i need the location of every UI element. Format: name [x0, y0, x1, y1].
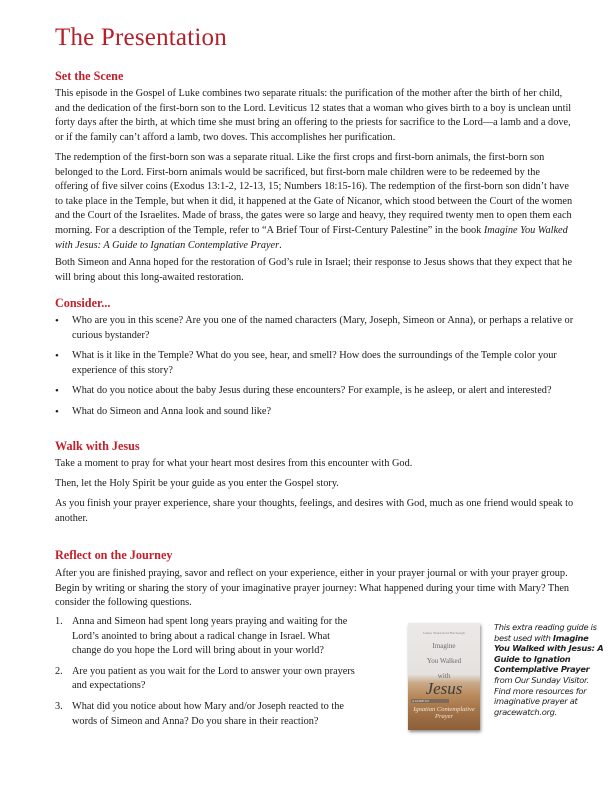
book-caption: [494, 622, 606, 717]
set-scene-paragraph-2-text: The redemption of the first-born son was a separate ritual. Like the first crops and first-born animals, the first-born son belonged to the Lord. First-born animals would be sacrificed, but first-born male children were to be redeemed by the offering of five silver coins (Exodus 13:1-2, 12-13, 15; Numbers 18:15-16). The redemption of the first-born son didn’t have to take place in the Temple, but when it did, it happened at the Gate of Nicanor, which stood between the Court of the women and the Court of the Israelites. Made of brass, the gates were so large and heavy, they required twenty men to open them each morning. For a description of the Temple, refer to “A Brief Tour of First-Century Palestine” in the book: [55, 152, 573, 236]
consider-item: • Who are you in this scene? Are you one of the named characters (Mary, Joseph, Simeon or Anna), or perhaps a relative or curious bystander?: [55, 314, 575, 343]
book-cover-title-line: with: [437, 672, 451, 680]
book-cover-title-big: Jesus: [425, 679, 463, 698]
section-heading-set-the-scene: Set the Scene: [55, 69, 124, 83]
walk-paragraph-1: Take a moment to pray for what your heart most desires from this encounter with God.: [55, 458, 413, 469]
question-number: 2.: [55, 665, 63, 677]
section-heading-consider: Consider...: [55, 296, 111, 310]
section-heading-walk-with-jesus: Walk with Jesus: [55, 439, 140, 453]
question-text: Are you patient as you wait for the Lord to answer your own prayers and expectations?: [72, 665, 355, 692]
consider-item: • What do Simeon and Anna look and sound like?: [55, 405, 575, 420]
set-scene-paragraph-1: This episode in the Gospel of Luke combines two separate rituals: the purification of the mother after the birth of her child, and the dedication of the first-born son to the Lord. Leviticus 12 states that a woman who gives birth to a boy is unclean until forty days after the birth, at which time she must bring an offering to the priests for sacrifice to the Lord—a lamb and a dove, or if the family can’t afford a lamb, two doves. This accomplishes her purification.: [55, 88, 572, 143]
reflect-question: [55, 615, 355, 659]
book-cover-band: A GUIDE TO: [411, 699, 449, 703]
section-heading-reflect: Reflect on the Journey: [55, 548, 173, 562]
walk-paragraph-2: Then, let the Holy Spirit be your guide as you enter the Gospel story.: [55, 478, 339, 489]
walk-paragraph-3: As you finish your prayer experience, share your thoughts, feelings, and desires with God, much as one friend would speak to another.: [55, 498, 574, 524]
question-text: What did you notice about how Mary and/or Joseph reacted to the words of Simeon and Anna? Do you share in their reaction?: [72, 700, 344, 727]
book-title-reference: Imagine You Walked with Jesus: A Guide to Ignatian Contemplative Prayer: [55, 224, 568, 251]
book-cover-subtitle: Ignatian Contemplative Prayer: [413, 706, 475, 720]
reflect-question: [55, 665, 355, 694]
caption-text: This extra reading guide is best used with: [494, 622, 597, 643]
question-text: Anna and Simeon had spent long years praying and waiting for the Lord’s anointed to bring about a radical change in Israel. What change do you hope the Lord will bring about in your world?: [72, 616, 348, 657]
consider-item: • What do you notice about the baby Jesus during these encounters? For example, is he asleep, or alert and interested?: [55, 384, 575, 399]
reflect-question: [55, 700, 355, 729]
reflect-intro: After you are finished praying, savor and reflect on your experience, either in your prayer journal or with your prayer group. Begin by writing or sharing the story of your imaginative prayer journey: What happened during your time with Mary? Then consider the following questions.: [55, 568, 570, 609]
book-cover-image: [408, 623, 480, 730]
question-number: 3.: [55, 700, 63, 712]
set-scene-paragraph-2: [55, 151, 575, 253]
caption-text-end: from Our Sunday Visitor. Find more resources for imaginative prayer at gracewatch.org.: [494, 674, 589, 717]
page-title: The Presentation: [55, 24, 227, 51]
book-cover-title-line: Imagine: [432, 642, 456, 650]
book-cover-title-line: You Walked: [426, 657, 462, 665]
consider-list: [55, 314, 575, 426]
consider-item: • What is it like in the Temple? What do you see, hear, and smell? How does the surroundings of the Temple color your experience of this story?: [55, 349, 575, 378]
question-number: 1.: [55, 616, 63, 627]
period: .: [279, 239, 282, 251]
caption-book-title: Imagine You Walked with Jesus: A Guide to Ignation Contemplative Prayer: [494, 632, 604, 675]
book-cover-author: James Wakefield Harbaugh: [422, 631, 466, 635]
set-scene-paragraph-3: Both Simeon and Anna hoped for the restoration of God’s rule in Israel; their response to Jesus shows that they expect that he will bring about this long-awaited restoration.: [55, 257, 573, 283]
reflect-questions: [55, 615, 355, 735]
